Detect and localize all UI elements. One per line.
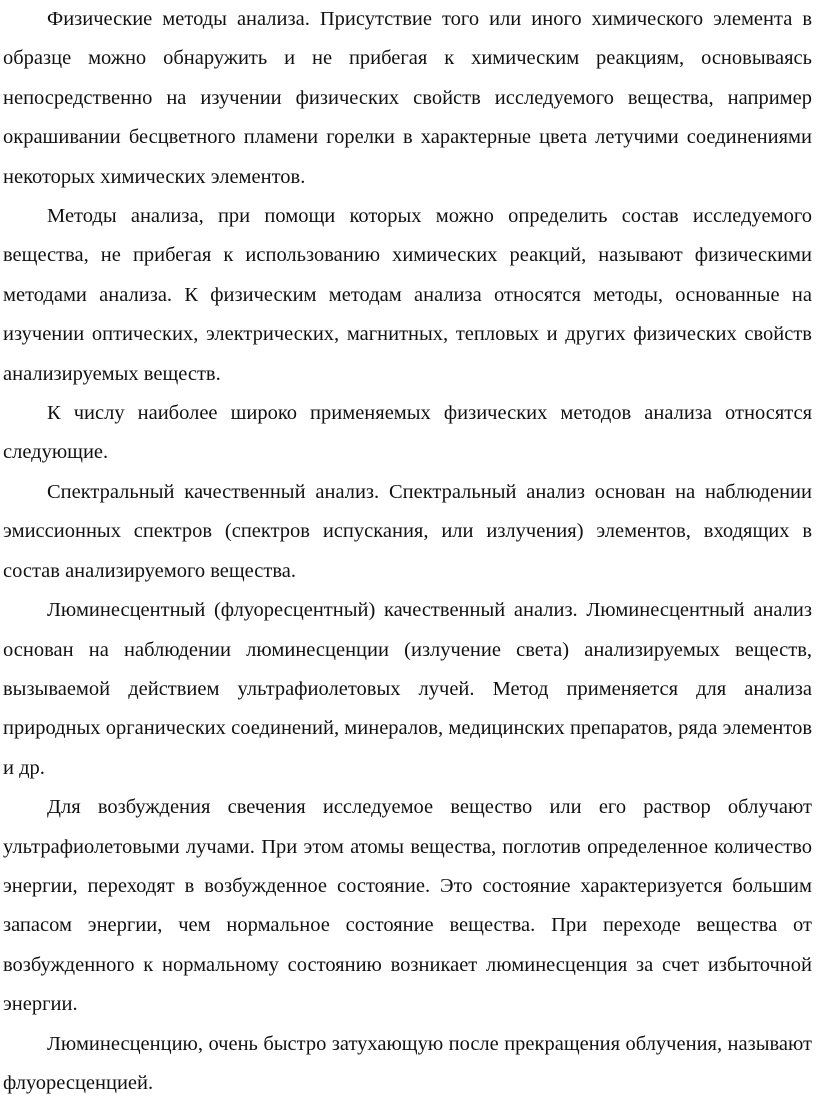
- paragraph-excitation: Для возбуждения свечения исследуемое вещество или его раствор облучают ультрафиолетовыми лучами. При этом атомы вещества, поглотив определенное количество энергии, переходят в возбужденное состояние. Это состояние характеризуется большим запасом энергии, чем нормальное состояние вещества. При переходе вещества от возбужденного к нормальному состоянию возникает люминесценция за счет избыточной энергии.: [3, 796, 812, 1016]
- paragraph-definition: Методы анализа, при помощи которых можно определить состав исследуемого вещества, не прибегая к использованию химических реакций, называют физическими методами анализа. К физическим методам анализа относятся методы, основанные на изучении оптических, электрических, магнитных, тепловых и других физических свойств анализируемых веществ.: [3, 205, 812, 385]
- paragraph-spectral-analysis: Спектральный качественный анализ. Спектральный анализ основан на наблюдении эмиссионных спектров (спектров испускания, или излучения) элементов, входящих в состав анализируемого вещества.: [3, 480, 812, 582]
- paragraph-methods-list-intro: К числу наиболее широко применяемых физических методов анализа относятся следующие.: [3, 402, 812, 464]
- paragraph-fluorescence: Люминесценцию, очень быстро затухающую после прекращения облучения, называют флуоресценцией.: [3, 1032, 812, 1094]
- paragraph-luminescent-analysis: Люминесцентный (флуоресцентный) качественный анализ. Люминесцентный анализ основан на наблюдении люминесценции (излучение света) анализируемых веществ, вызываемой действием ультрафиолетовых лучей. Метод применяется для анализа природных органических соединений, минералов, медицинских препаратов, ряда элементов и др.: [3, 599, 812, 779]
- paragraph-physical-methods: Физические методы анализа. Присутствие того или иного химического элемента в образце можно обнаружить и не прибегая к химическим реакциям, основываясь непосредственно на изучении физических свойств исследуемого вещества, например окрашивании бесцветного пламени горелки в характерные цвета летучими соединениями некоторых химических элементов.: [3, 8, 812, 188]
